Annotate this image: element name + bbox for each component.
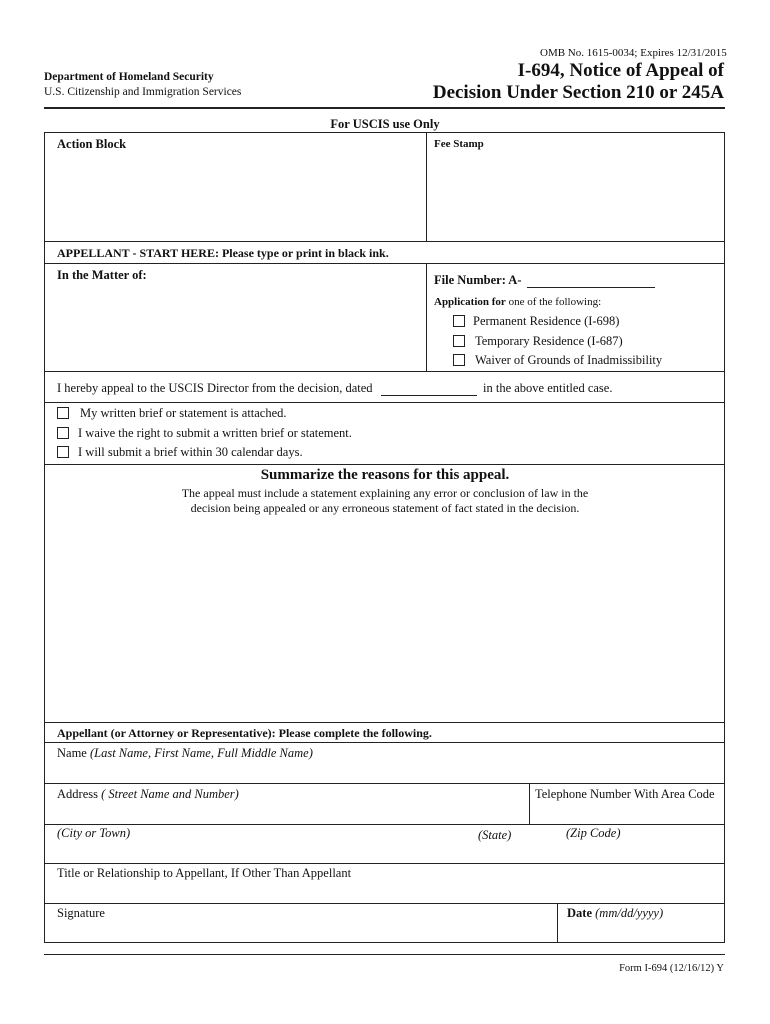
reasons-textarea[interactable]: [45, 520, 724, 720]
date-label: Date (mm/dd/yyyy): [567, 906, 664, 920]
action-block-label: Action Block: [57, 137, 127, 151]
in-the-matter-label: In the Matter of:: [57, 268, 147, 282]
decision-date-field[interactable]: [381, 395, 477, 396]
permanent-residence-label: Permanent Residence (I-698): [473, 314, 620, 328]
zip-label: (Zip Code): [566, 826, 621, 840]
signature-field[interactable]: [45, 922, 556, 942]
omb-number: OMB No. 1615-0034; Expires 12/31/2015: [540, 47, 727, 59]
submit-brief-later-checkbox[interactable]: [57, 446, 69, 458]
brief-attached-label: My written brief or statement is attached.: [80, 406, 287, 420]
waiver-label: Waiver of Grounds of Inadmissibility: [475, 353, 663, 367]
header-rule: [44, 107, 725, 109]
title-relationship-label: Title or Relationship to Appellant, If Other Than Appellant: [57, 866, 352, 880]
agency-name: Department of Homeland Security: [44, 71, 214, 83]
name-label: Name (Last Name, First Name, Full Middle Name): [57, 746, 313, 760]
title-relationship-field[interactable]: [45, 882, 724, 902]
waive-brief-label: I waive the right to submit a written brief or statement.: [78, 426, 352, 440]
subagency-name: U.S. Citizenship and Immigration Services: [44, 86, 242, 98]
signature-label: Signature: [57, 906, 105, 920]
in-the-matter-field[interactable]: [45, 284, 425, 370]
phone-field[interactable]: [531, 803, 724, 823]
reasons-instruction-line1: The appeal must include a statement explaining any error or conclusion of law in the: [181, 486, 589, 500]
fee-stamp-area[interactable]: [428, 150, 724, 240]
brief-attached-checkbox[interactable]: [57, 407, 69, 419]
form-title-line1: I-694, Notice of Appeal of: [517, 60, 724, 81]
appeal-statement-suffix: in the above entitled case.: [483, 381, 613, 395]
fee-stamp-label: Fee Stamp: [434, 138, 484, 150]
uscis-use-heading: For USCIS use Only: [330, 117, 440, 131]
form-id: Form I-694 (12/16/12) Y: [619, 963, 724, 974]
waiver-checkbox[interactable]: [453, 354, 465, 366]
reasons-instruction-line2: decision being appealed or any erroneous statement of fact stated in the decision.: [190, 501, 580, 515]
signature-date-field[interactable]: [559, 922, 724, 942]
city-label: (City or Town): [57, 826, 131, 840]
form-title-line2: Decision Under Section 210 or 245A: [432, 82, 724, 103]
name-field[interactable]: [45, 762, 724, 782]
contact-heading: Appellant (or Attorney or Representative): Please complete the following.: [57, 726, 432, 740]
action-block-area[interactable]: [45, 150, 426, 240]
state-label: (State): [478, 828, 512, 842]
file-number-label: File Number: A-: [434, 273, 522, 287]
permanent-residence-checkbox[interactable]: [453, 315, 465, 327]
submit-brief-later-label: I will submit a brief within 30 calendar days.: [78, 445, 303, 459]
application-for-label: Application for one of the following:: [434, 296, 602, 308]
appeal-statement-text: I hereby appeal to the USCIS Director from the decision, dated: [57, 381, 373, 395]
waive-brief-checkbox[interactable]: [57, 427, 69, 439]
temporary-residence-checkbox[interactable]: [453, 335, 465, 347]
appellant-start-heading: APPELLANT - START HERE: Please type or print in black ink.: [57, 246, 389, 260]
reasons-heading: Summarize the reasons for this appeal.: [260, 467, 510, 483]
temporary-residence-label: Temporary Residence (I-687): [475, 334, 623, 348]
file-number-field[interactable]: [527, 287, 655, 288]
city-state-zip-field[interactable]: [45, 842, 724, 862]
footer-rule: [44, 954, 725, 955]
street-address-field[interactable]: [45, 803, 528, 823]
phone-label: Telephone Number With Area Code: [535, 787, 715, 801]
address-label: Address ( Street Name and Number): [57, 787, 239, 801]
